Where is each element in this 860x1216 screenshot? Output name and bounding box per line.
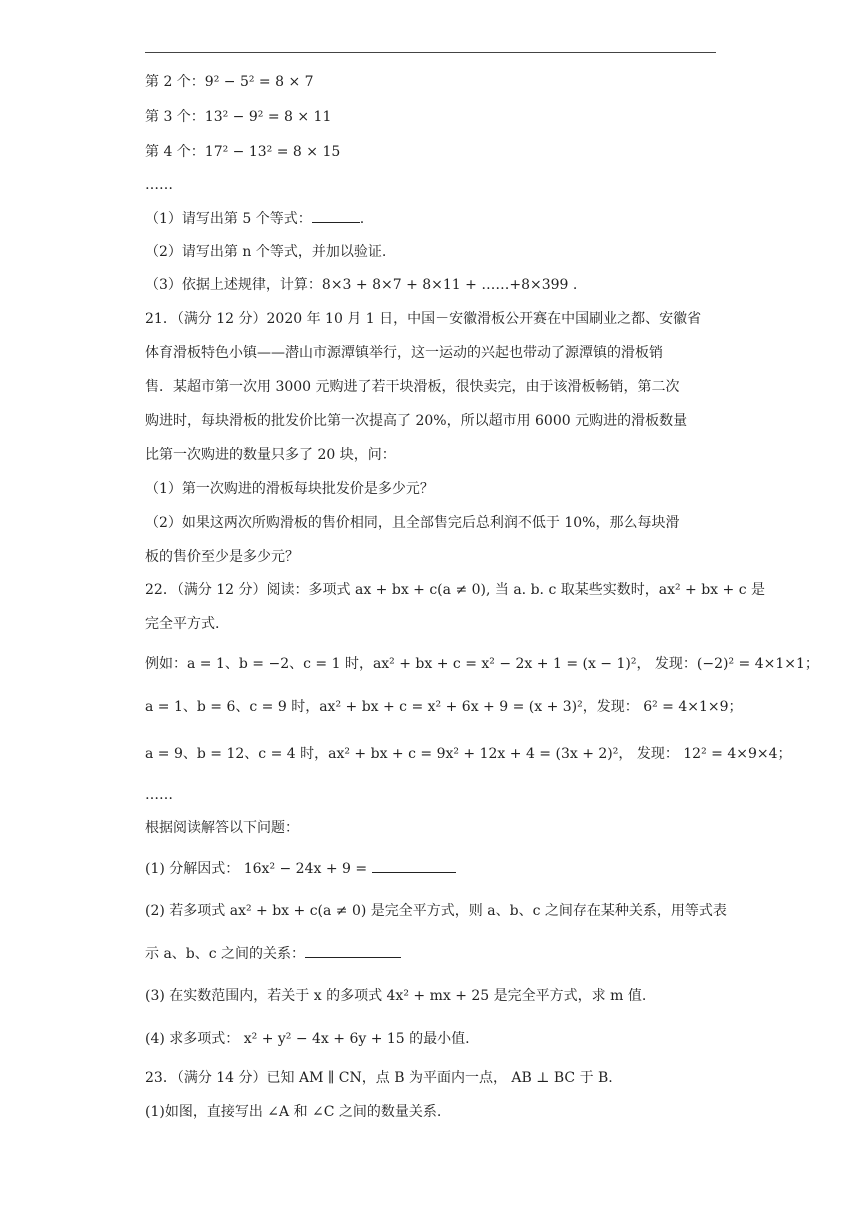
line-28: 23．（满分 14 分）已知 AM ∥ CN，点 B 为平面内一点， AB ⊥ BC 于 B. [145,1070,613,1086]
answer-blank [372,858,456,873]
line-15: 板的售价至少是多少元？ [145,549,299,565]
header-rule [145,52,716,53]
line-21: …… [145,787,173,803]
line-24: (2) 若多项式 ax² + bx + c(a ≠ 0) 是完全平方式，则 a、b、c 之间存在某种关系，用等式表 [145,903,727,919]
line-1: 第 2 个：9² − 5² = 8 × 7 [145,74,314,90]
line-9: 体育滑板特色小镇——潜山市源潭镇举行，这一运动的兴起也带动了源潭镇的滑板销 [145,345,663,361]
line-7: （3）依据上述规律，计算：8×3 + 8×7 + 8×11 + ……+8×399 . [145,277,578,293]
line-13: （1）第一次购进的滑板每块批发价是多少元？ [145,481,434,497]
line-27: (4) 求多项式： x² + y² − 4x + 6y + 15 的最小值. [145,1031,470,1047]
line-12: 比第一次购进的数量只多了 20 块，问： [145,447,396,463]
line-18: 例如：a = 1、b = −2、c = 1 时，ax² + bx + c = x² − 2x + 1 = (x − 1)²， 发现：(−2)² = 4×1×1； [145,656,819,672]
line-20: a = 9、b = 12、c = 4 时，ax² + bx + c = 9x² + 12x + 4 = (3x + 2)²， 发现： 12² = 4×9×4； [145,746,792,762]
line-22: 根据阅读解答以下问题： [145,820,299,836]
line-29: (1)如图，直接写出 ∠A 和 ∠C 之间的数量关系. [145,1104,442,1120]
line-5: （1）请写出第 5 个等式： . [145,208,364,229]
line-6: （2）请写出第 n 个等式，并加以验证. [145,244,387,260]
line-25: 示 a、b、c 之间的关系： [145,943,401,964]
line-11: 购进时，每块滑板的批发价比第一次提高了 20%，所以超市用 6000 元购进的滑板数量 [145,413,688,429]
line-4: …… [145,177,173,193]
answer-blank [305,943,401,958]
line-26: (3) 在实数范围内，若关于 x 的多项式 4x² + mx + 25 是完全平方式，求 m 值. [145,988,647,1004]
line-10: 售．某超市第一次用 3000 元购进了若干块滑板，很快卖完，由于该滑板畅销，第二次 [145,379,680,395]
line-19: a = 1、b = 6、c = 9 时，ax² + bx + c = x² + 6x + 9 = (x + 3)²，发现： 6² = 4×1×9； [145,699,743,715]
line-14: （2）如果这两次所购滑板的售价相同，且全部售完后总利润不低于 10%，那么每块滑 [145,515,680,531]
line-8: 21．（满分 12 分）2020 年 10 月 1 日，中国－安徽滑板公开赛在中国刷业之都、安徽省 [145,311,702,327]
answer-blank [312,208,360,223]
line-16: 22．（满分 12 分）阅读：多项式 ax + bx + c(a ≠ 0), 当 a. b. c 取某些实数时，ax² + bx + c 是 [145,582,766,598]
line-2: 第 3 个：13² − 9² = 8 × 11 [145,109,332,125]
line-23: (1) 分解因式： 16x² − 24x + 9 = [145,858,456,879]
line-3: 第 4 个：17² − 13² = 8 × 15 [145,144,341,160]
line-17: 完全平方式. [145,616,220,632]
